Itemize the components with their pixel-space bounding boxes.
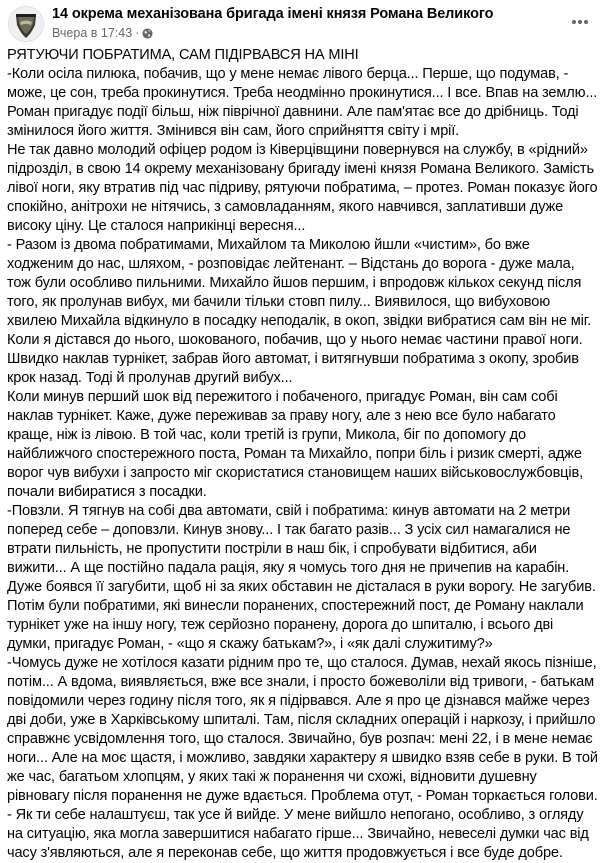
post-paragraph: Коли минув перший шок від пережитого і побаченого, пригадує Роман, він сам собі наклав турнікет. Каже, дуже переживав за праву ногу, але з нею все було набагато краще, ніж із лівою. В той час, коли третій із групи, Микола, біг по допомогу до найближчого спостережного поста, Роман та Михайло, попри біль і ризик смерті, адже ворог чув вибухи і запросто міг скористатися становищем наших військовослужбовців, почали вибиратися з посадки.	[7, 389, 583, 500]
post-paragraph: -Чомусь дуже не хотілося казати рідним про те, що сталося. Думав, нехай якось пізніше, потім... А вдома, виявляється, вже все знали, і просто божеволіли від тривоги, - батькам повідомили через годину після того, як я підірвався. Але я про це дізнався майже через дві доби, уже в Харківському шпиталі. Там, після складних операцій і наркозу, і прийшло справжнє усвідомлення того, що сталося. Звичайно, був розпач: мені 22, і в мене немає ноги... Але на моє щастя, і можливо, завдяки характеру я швидко взяв себе в руки. В той же час, багатьом хлопцям, у яких такі ж поранення чи схожі, відновити душевну рівновагу після поранення не дуже вдається. Проблема отут, - Роман торкається голови. - Як ти себе налаштуєш, так усе й вийде. У мене вийшло непогано, особливо, з огляду на ситуацію, яка могла завершитися набагато гірше... Звичайно, невеселі думки час від часу з'являються, але я переконав себе, що життя продовжується і все буде добре.	[7, 655, 598, 861]
page-avatar[interactable]	[8, 6, 44, 42]
post-paragraph: -Повзли. Я тягнув на собі два автомати, свій і побратима: кинув автомати на 2 метри поперед себе – доповзли. Кинув знову... І так багато разів... З усіх сил намагалися не втрати пильність, не пропустити постріли в наш бік, і спробувати відбитися, аби вижити... А ще постійно падала рація, яку я чомусь того дня не причепив на карабін. Дуже боявся її загубити, щоб ні за яких обставин не дісталася в руки ворогу. Не загубив.	[7, 503, 596, 595]
globe-icon	[142, 28, 153, 39]
more-options-dot	[584, 20, 588, 24]
more-options-dot	[578, 20, 582, 24]
post-paragraph: Потім були побратими, які винесли поранених, спостережний пост, де Роману наклали турнікет уже на іншу ногу, теж серйозно поранену, дорога до шпиталю, і всього дві думки, пригадує Роман, - «що я скажу батькам?», і «як далі служитиму?»	[7, 598, 584, 652]
page-name-link[interactable]: 14 окрема механізована бригада імені князя Романа Великого	[52, 6, 494, 22]
meta-separator: ·	[135, 26, 140, 40]
brigade-emblem-icon	[9, 7, 43, 41]
more-options-button[interactable]	[568, 15, 592, 29]
post-header	[0, 0, 605, 48]
post-body	[7, 46, 599, 863]
post-paragraph: Роман пригадує події більш, ніж піврічної давнини. Але пам'ятає все до дрібниць. Тоді змінилося його життя. Змінився він сам, його сприйняття світу і мрії.	[7, 104, 579, 139]
post-title: РЯТУЮЧИ ПОБРАТИМА, САМ ПІДІРВАВСЯ НА МІНІ	[7, 47, 359, 63]
post-timestamp[interactable]: Вчера в 17:43	[52, 26, 133, 40]
post-paragraph: - Разом із двома побратимами, Михайлом та Миколою йшли «чистим», бо вже ходженим до нас, шляхом, - розповідає лейтенант. – Відстань до ворога - дуже мала, тож були особливо пильними. Михайло йшов першим, і впродовж кількох секунд після того, як пролунав вибух, ми бачили тільки стовп пилу... Виявилося, що вибуховою хвилею Михайла відкинуло в посадку неподалік, в окоп, звідки вибратися сам він не міг. Коли я дістався до нього, шокованого, побачив, що у нього немає частини правої ноги. Швидко наклав турнікет, забрав його автомат, і витягнувши побратима з окопу, зробив крок назад. Тоді й пролунав другий вибух...	[7, 237, 592, 386]
post-paragraph: Не так давно молодий офіцер родом із Ківерцівщини повернувся на службу, в «рідний» підрозділ, в свою 14 окрему механізовану бригаду імені князя Романа Великого. Замість лівої ноги, яку втратив під час підриву, рятуючи побратима, – протез. Роман показує його спокійно, анітрохи не нітячись, з самовладанням, якого навчився, заплативши дуже високу ціну. Це сталося наприкінці вересня...	[7, 142, 598, 234]
post-paragraph: -Коли осіла пилюка, побачив, що у мене немає лівого берца... Перше, що подумав, - може, це сон, треба прокинутися. Треба неодмінно прокинутися... І все. Впав на землю...	[7, 66, 598, 101]
post-meta	[52, 26, 153, 40]
more-options-icon	[572, 20, 576, 24]
